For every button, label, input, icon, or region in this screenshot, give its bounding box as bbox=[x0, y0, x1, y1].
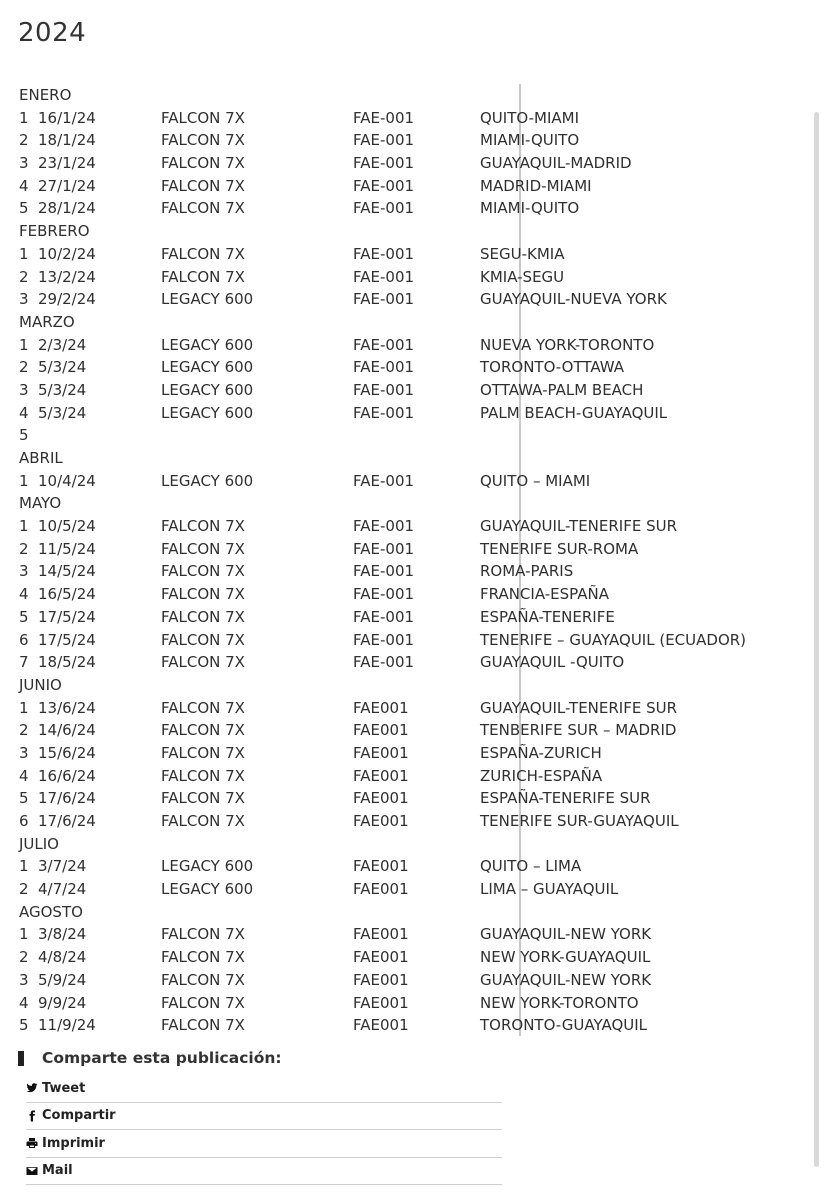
facebook-share-label: Compartir bbox=[42, 1108, 116, 1124]
flight-date: 9/9/24 bbox=[38, 993, 87, 1012]
share-title: Comparte esta publicación: bbox=[42, 1049, 282, 1067]
heading-bar-icon bbox=[18, 1051, 24, 1066]
flight-number: 1 bbox=[19, 857, 29, 876]
flight-route: PALM BEACH-GUAYAQUIL bbox=[480, 403, 668, 422]
flight-number: 6 bbox=[19, 812, 29, 830]
flight-date: 13/6/24 bbox=[38, 698, 96, 717]
flight-route: TORONTO-GUAYAQUIL bbox=[480, 1016, 648, 1035]
flight-number: 7 bbox=[19, 653, 29, 672]
aircraft-model: FALCON 7X bbox=[161, 1016, 245, 1035]
flight-route: TENERIFE SUR-ROMA bbox=[480, 539, 639, 558]
aircraft-registration: FAE-001 bbox=[353, 131, 415, 150]
flight-date: 14/6/24 bbox=[38, 721, 96, 740]
flight-row bbox=[19, 742, 779, 765]
flight-date: 17/5/24 bbox=[38, 607, 96, 626]
flight-route: NEW YORK-TORONTO bbox=[480, 993, 639, 1012]
scrollbar[interactable] bbox=[814, 112, 819, 1167]
flight-route: MIAMI-QUITO bbox=[480, 199, 580, 218]
aircraft-registration: FAE001 bbox=[353, 743, 409, 762]
flight-date: 23/1/24 bbox=[38, 154, 96, 173]
aircraft-model: FALCON 7X bbox=[161, 630, 245, 649]
aircraft-registration: FAE-001 bbox=[353, 108, 415, 127]
flight-route: GUAYAQUIL-NEW YORK bbox=[480, 925, 652, 944]
flight-date: 5/3/24 bbox=[38, 403, 87, 422]
aircraft-registration: FAE-001 bbox=[353, 267, 415, 286]
flight-number: 3 bbox=[19, 743, 29, 762]
aircraft-model: FALCON 7X bbox=[161, 517, 245, 536]
flight-date: 29/2/24 bbox=[38, 290, 96, 309]
flight-number: 4 bbox=[19, 176, 29, 195]
aircraft-registration: FAE-001 bbox=[353, 562, 415, 581]
flight-number: 3 bbox=[19, 154, 29, 173]
flight-number: 5 bbox=[19, 199, 29, 218]
flight-row bbox=[19, 923, 779, 946]
aircraft-model: FALCON 7X bbox=[161, 199, 245, 218]
flight-row bbox=[19, 855, 779, 878]
aircraft-registration: FAE-001 bbox=[353, 199, 415, 218]
aircraft-model: FALCON 7X bbox=[161, 743, 245, 762]
flight-date: 5/3/24 bbox=[38, 380, 87, 399]
month-heading: FEBRERO bbox=[19, 222, 90, 241]
flight-date: 17/6/24 bbox=[38, 812, 96, 830]
flight-route: KMIA-SEGU bbox=[480, 267, 565, 286]
flight-route: ZURICH-ESPAÑA bbox=[480, 766, 603, 785]
aircraft-model: FALCON 7X bbox=[161, 970, 245, 989]
month-heading: ABRIL bbox=[19, 449, 63, 467]
flight-route: GUAYAQUIL-NUEVA YORK bbox=[480, 290, 667, 309]
flight-route: ROMA-PARIS bbox=[480, 562, 574, 581]
flight-row bbox=[19, 787, 779, 810]
flight-route: GUAYAQUIL-TENERIFE SUR bbox=[480, 517, 678, 536]
flight-route: QUITO – LIMA bbox=[480, 857, 582, 876]
aircraft-model: FALCON 7X bbox=[161, 948, 245, 967]
flight-date: 2/3/24 bbox=[38, 335, 87, 354]
flight-route: QUITO – MIAMI bbox=[480, 471, 591, 490]
aircraft-registration: FAE-001 bbox=[353, 630, 415, 649]
flight-row bbox=[19, 583, 779, 606]
flight-number: 3 bbox=[19, 380, 29, 399]
aircraft-registration: FAE-001 bbox=[353, 403, 415, 422]
flight-route: LIMA – GUAYAQUIL bbox=[480, 880, 619, 899]
flight-number: 2 bbox=[19, 131, 29, 150]
flight-route: TENBERIFE SUR – MADRID bbox=[480, 721, 677, 740]
flight-route: ESPAÑA-ZURICH bbox=[480, 743, 602, 762]
mail-icon bbox=[26, 1165, 38, 1177]
flight-date: 10/2/24 bbox=[38, 244, 96, 263]
tweet-button[interactable] bbox=[26, 1075, 502, 1103]
flight-date: 14/5/24 bbox=[38, 562, 96, 581]
flight-route: NUEVA YORK-TORONTO bbox=[480, 335, 655, 354]
aircraft-model: FALCON 7X bbox=[161, 607, 245, 626]
flight-row bbox=[19, 765, 779, 788]
flight-number: 1 bbox=[19, 517, 29, 536]
aircraft-registration: FAE001 bbox=[353, 812, 409, 830]
flight-row bbox=[19, 810, 779, 833]
share-buttons bbox=[26, 1075, 502, 1185]
flight-log bbox=[19, 84, 779, 1037]
flight-date: 18/1/24 bbox=[38, 131, 96, 150]
flight-date: 16/6/24 bbox=[38, 766, 96, 785]
aircraft-registration: FAE-001 bbox=[353, 607, 415, 626]
flight-number: 3 bbox=[19, 562, 29, 581]
flight-number: 2 bbox=[19, 721, 29, 740]
flight-number: 2 bbox=[19, 358, 29, 377]
aircraft-registration: FAE001 bbox=[353, 698, 409, 717]
flight-row bbox=[19, 379, 779, 402]
aircraft-model: FALCON 7X bbox=[161, 653, 245, 672]
flight-row bbox=[19, 334, 779, 357]
twitter-icon bbox=[26, 1082, 38, 1094]
flight-row bbox=[19, 402, 779, 425]
flight-number: 4 bbox=[19, 403, 29, 422]
flight-date: 4/7/24 bbox=[38, 880, 87, 899]
flight-date: 15/6/24 bbox=[38, 743, 96, 762]
aircraft-registration: FAE-001 bbox=[353, 653, 415, 672]
aircraft-registration: FAE-001 bbox=[353, 585, 415, 604]
flight-row bbox=[19, 515, 779, 538]
flight-number: 1 bbox=[19, 244, 29, 263]
flight-row bbox=[19, 606, 779, 629]
flight-row bbox=[19, 878, 779, 901]
flight-date: 16/1/24 bbox=[38, 108, 96, 127]
flight-date: 17/6/24 bbox=[38, 789, 96, 808]
aircraft-registration: FAE001 bbox=[353, 880, 409, 899]
month-heading: JULIO bbox=[19, 834, 59, 853]
aircraft-model: FALCON 7X bbox=[161, 244, 245, 263]
aircraft-registration: FAE-001 bbox=[353, 471, 415, 490]
flight-row bbox=[19, 243, 779, 266]
aircraft-registration: FAE001 bbox=[353, 766, 409, 785]
flight-date: 28/1/24 bbox=[38, 199, 96, 218]
flight-route: MIAMI-QUITO bbox=[480, 131, 580, 150]
aircraft-registration: FAE001 bbox=[353, 1016, 409, 1035]
flight-date: 10/5/24 bbox=[38, 517, 96, 536]
flight-row bbox=[19, 424, 779, 447]
flight-number: 1 bbox=[19, 335, 29, 354]
aircraft-model: FALCON 7X bbox=[161, 766, 245, 785]
aircraft-registration: FAE-001 bbox=[353, 517, 415, 536]
aircraft-registration: FAE-001 bbox=[353, 154, 415, 173]
flight-route: GUAYAQUIL-TENERIFE SUR bbox=[480, 698, 678, 717]
flight-date: 3/7/24 bbox=[38, 857, 87, 876]
flight-route: TORONTO-OTTAWA bbox=[480, 358, 625, 377]
flight-route: QUITO-MIAMI bbox=[480, 108, 580, 127]
flight-route: TENERIFE SUR-GUAYAQUIL bbox=[480, 812, 679, 830]
aircraft-registration: FAE-001 bbox=[353, 335, 415, 354]
month-heading: MARZO bbox=[19, 312, 75, 331]
flight-date: 16/5/24 bbox=[38, 585, 96, 604]
flight-route: GUAYAQUIL-MADRID bbox=[480, 154, 632, 173]
aircraft-model: FALCON 7X bbox=[161, 539, 245, 558]
flight-number: 5 bbox=[19, 607, 29, 626]
month-heading: ENERO bbox=[19, 86, 72, 104]
flight-row bbox=[19, 266, 779, 289]
flight-row bbox=[19, 629, 779, 652]
flight-route: SEGU-KMIA bbox=[480, 244, 565, 263]
flight-date: 17/5/24 bbox=[38, 630, 96, 649]
aircraft-registration: FAE-001 bbox=[353, 244, 415, 263]
flight-number: 4 bbox=[19, 993, 29, 1012]
facebook-share-button[interactable] bbox=[26, 1103, 502, 1131]
aircraft-model: LEGACY 600 bbox=[161, 857, 254, 876]
flight-row bbox=[19, 946, 779, 969]
aircraft-registration: FAE001 bbox=[353, 721, 409, 740]
flight-number: 5 bbox=[19, 426, 29, 445]
aircraft-registration: FAE001 bbox=[353, 948, 409, 967]
aircraft-registration: FAE-001 bbox=[353, 290, 415, 309]
flight-row bbox=[19, 538, 779, 561]
flight-number: 3 bbox=[19, 970, 29, 989]
aircraft-model: FALCON 7X bbox=[161, 562, 245, 581]
flight-number: 1 bbox=[19, 108, 29, 127]
flight-date: 18/5/24 bbox=[38, 653, 96, 672]
aircraft-registration: FAE001 bbox=[353, 925, 409, 944]
flight-row bbox=[19, 152, 779, 175]
flight-row bbox=[19, 969, 779, 992]
flight-date: 5/3/24 bbox=[38, 358, 87, 377]
flight-date: 4/8/24 bbox=[38, 948, 87, 967]
flight-date: 5/9/24 bbox=[38, 970, 87, 989]
flight-route: MADRID-MIAMI bbox=[480, 176, 592, 195]
aircraft-model: LEGACY 600 bbox=[161, 358, 254, 377]
flight-number: 2 bbox=[19, 880, 29, 899]
flight-date: 11/9/24 bbox=[38, 1016, 96, 1035]
flight-number: 5 bbox=[19, 1016, 29, 1035]
aircraft-model: FALCON 7X bbox=[161, 721, 245, 740]
tweet-label: Tweet bbox=[42, 1080, 86, 1096]
mail-button[interactable] bbox=[26, 1158, 502, 1186]
flight-date: 11/5/24 bbox=[38, 539, 96, 558]
page-title: 2024 bbox=[18, 18, 87, 48]
flight-number: 3 bbox=[19, 290, 29, 309]
flight-number: 4 bbox=[19, 585, 29, 604]
flight-route: FRANCIA-ESPAÑA bbox=[480, 585, 609, 604]
flight-row bbox=[19, 651, 779, 674]
flight-row bbox=[19, 129, 779, 152]
flight-date: 10/4/24 bbox=[38, 471, 96, 490]
month-heading: MAYO bbox=[19, 494, 62, 513]
flight-route: GUAYAQUIL-NEW YORK bbox=[480, 970, 652, 989]
aircraft-model: FALCON 7X bbox=[161, 812, 245, 830]
flight-row bbox=[19, 560, 779, 583]
aircraft-registration: FAE001 bbox=[353, 789, 409, 808]
flight-row bbox=[19, 288, 779, 311]
flight-row bbox=[19, 1014, 779, 1037]
print-label: Imprimir bbox=[42, 1135, 105, 1151]
flight-route: TENERIFE – GUAYAQUIL (ECUADOR) bbox=[480, 630, 747, 649]
flight-row bbox=[19, 992, 779, 1015]
flight-number: 2 bbox=[19, 539, 29, 558]
month-heading: JUNIO bbox=[19, 675, 62, 694]
facebook-icon bbox=[26, 1110, 38, 1122]
flight-row bbox=[19, 175, 779, 198]
flight-row bbox=[19, 470, 779, 493]
share-heading bbox=[18, 1047, 282, 1069]
aircraft-model: FALCON 7X bbox=[161, 698, 245, 717]
print-icon bbox=[26, 1137, 38, 1149]
flight-number: 1 bbox=[19, 925, 29, 944]
aircraft-model: LEGACY 600 bbox=[161, 880, 254, 899]
flight-number: 2 bbox=[19, 948, 29, 967]
flight-row bbox=[19, 697, 779, 720]
aircraft-registration: FAE-001 bbox=[353, 380, 415, 399]
aircraft-model: FALCON 7X bbox=[161, 108, 245, 127]
flight-route: ESPAÑA-TENERIFE bbox=[480, 607, 615, 626]
aircraft-registration: FAE001 bbox=[353, 857, 409, 876]
aircraft-model: FALCON 7X bbox=[161, 993, 245, 1012]
flight-date: 27/1/24 bbox=[38, 176, 96, 195]
aircraft-model: LEGACY 600 bbox=[161, 471, 254, 490]
flight-number: 1 bbox=[19, 698, 29, 717]
flight-row bbox=[19, 719, 779, 742]
flight-route: GUAYAQUIL -QUITO bbox=[480, 653, 625, 672]
flight-route: OTTAWA-PALM BEACH bbox=[480, 380, 644, 399]
print-button[interactable] bbox=[26, 1130, 502, 1158]
aircraft-model: FALCON 7X bbox=[161, 585, 245, 604]
mail-label: Mail bbox=[42, 1163, 73, 1179]
aircraft-model: FALCON 7X bbox=[161, 925, 245, 944]
flight-route: ESPAÑA-TENERIFE SUR bbox=[480, 789, 651, 808]
flight-row bbox=[19, 197, 779, 220]
aircraft-model: LEGACY 600 bbox=[161, 290, 254, 309]
aircraft-model: LEGACY 600 bbox=[161, 380, 254, 399]
aircraft-registration: FAE-001 bbox=[353, 539, 415, 558]
aircraft-model: LEGACY 600 bbox=[161, 403, 254, 422]
aircraft-registration: FAE001 bbox=[353, 970, 409, 989]
aircraft-model: FALCON 7X bbox=[161, 154, 245, 173]
aircraft-model: LEGACY 600 bbox=[161, 335, 254, 354]
aircraft-registration: FAE001 bbox=[353, 993, 409, 1012]
flight-number: 5 bbox=[19, 789, 29, 808]
flight-date: 3/8/24 bbox=[38, 925, 87, 944]
flight-number: 6 bbox=[19, 630, 29, 649]
flight-route: NEW YORK-GUAYAQUIL bbox=[480, 948, 651, 967]
aircraft-model: FALCON 7X bbox=[161, 176, 245, 195]
flight-row bbox=[19, 356, 779, 379]
flight-row bbox=[19, 107, 779, 130]
aircraft-registration: FAE-001 bbox=[353, 358, 415, 377]
flight-number: 2 bbox=[19, 267, 29, 286]
flight-number: 4 bbox=[19, 766, 29, 785]
aircraft-registration: FAE-001 bbox=[353, 176, 415, 195]
aircraft-model: FALCON 7X bbox=[161, 267, 245, 286]
flight-number: 1 bbox=[19, 471, 29, 490]
month-heading: AGOSTO bbox=[19, 902, 83, 921]
aircraft-model: FALCON 7X bbox=[161, 789, 245, 808]
aircraft-model: FALCON 7X bbox=[161, 131, 245, 150]
flight-date: 13/2/24 bbox=[38, 267, 96, 286]
